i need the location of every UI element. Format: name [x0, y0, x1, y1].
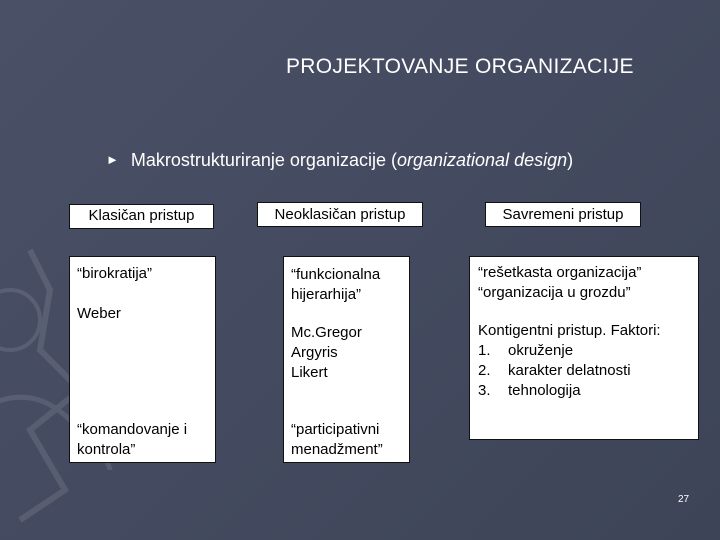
savremeni-column-box	[469, 256, 699, 440]
header-neoklasican-pristup: Neoklasičan pristup	[257, 202, 423, 227]
bullet-text-close: )	[567, 150, 574, 170]
list-item: 3. tehnologija	[478, 382, 581, 399]
neoklasican-participativni	[291, 420, 405, 460]
bullet-arrow-icon: ►	[106, 152, 119, 167]
savremeni-line1a: “rešetkasta organizacija”	[478, 264, 642, 281]
bullet-text-italic: organizational design	[396, 150, 568, 170]
neoklasican-authors	[291, 323, 405, 383]
author-item: Argyris	[291, 344, 338, 361]
neoklasican-line3a: “participativni	[291, 421, 380, 438]
neoklasican-funkcionalna-hijerarhija	[291, 265, 405, 305]
author-item: Mc.Gregor	[291, 324, 362, 341]
bullet-text-main: Makrostrukturiranje organizacije (	[130, 150, 397, 170]
bullet-point	[106, 150, 573, 171]
klasican-birokratija: “birokratija”	[77, 265, 153, 282]
slide-title: PROJEKTOVANJE ORGANIZACIJE	[286, 55, 634, 78]
savremeni-organizacije	[478, 263, 694, 303]
factors-list	[478, 341, 694, 401]
page-number: 27	[678, 494, 690, 505]
savremeni-line1b: “organizacija u grozdu”	[478, 284, 631, 301]
list-item: 2. karakter delatnosti	[478, 362, 631, 379]
factors-title: Kontigentni pristup. Faktori:	[478, 322, 661, 339]
klasican-komandovanje-line1: “komandovanje i	[77, 421, 188, 438]
klasican-komandovanje	[77, 420, 211, 460]
header-savremeni-pristup: Savremeni pristup	[485, 202, 641, 227]
klasican-weber: Weber	[77, 305, 121, 322]
klasican-komandovanje-line2: kontrola”	[77, 441, 136, 458]
klasican-column-box	[69, 256, 216, 463]
author-item: Likert	[291, 364, 328, 381]
header-klasican-pristup: Klasičan pristup	[69, 204, 214, 229]
neoklasican-line1a: “funkcionalna	[291, 266, 381, 283]
list-item: 1. okruženje	[478, 342, 574, 359]
savremeni-kontigentni	[478, 321, 694, 401]
neoklasican-line1b: hijerarhija”	[291, 286, 362, 303]
neoklasican-column-box	[283, 256, 410, 463]
neoklasican-line3b: menadžment”	[291, 441, 383, 458]
